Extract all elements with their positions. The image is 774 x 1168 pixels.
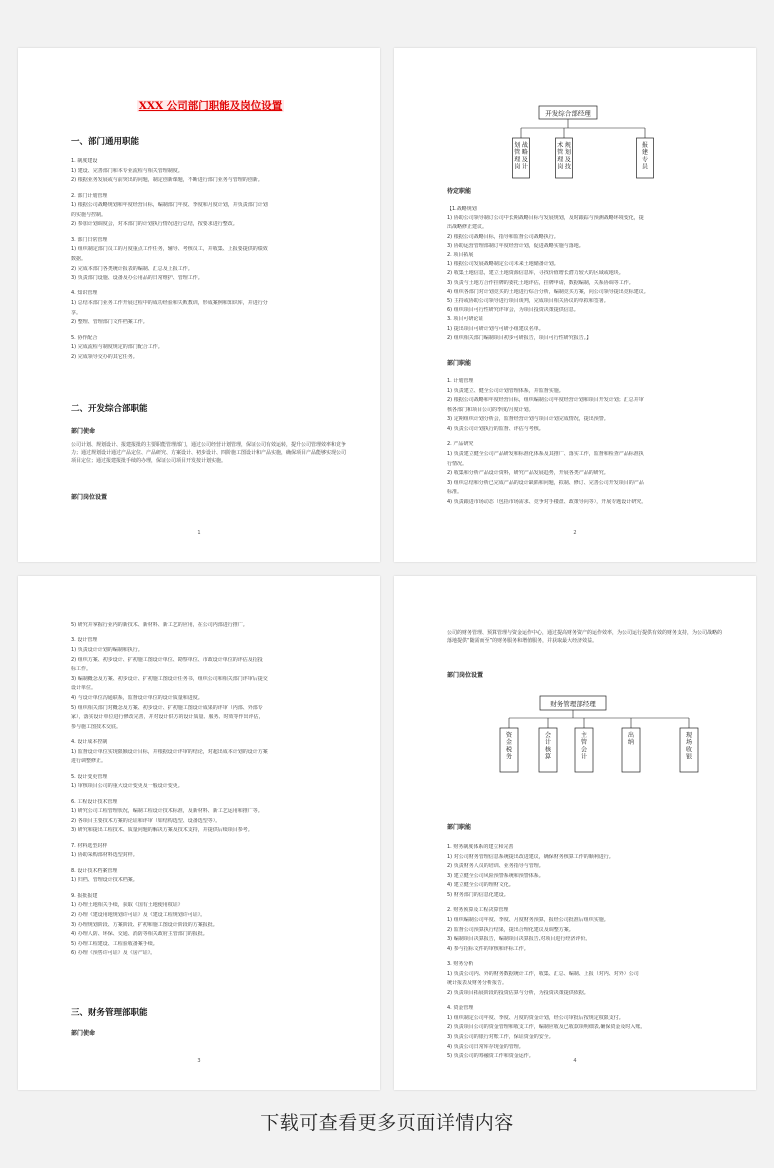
text-line: 4) 办理人防、环保、交通、消防等相关政府主管部门的报批。 xyxy=(71,931,208,938)
text-line: 2) 参加计划调度会，对本部门的计划执行情况进行总结，按要求进行整改。 xyxy=(71,221,238,228)
text-line: 2. 财务预算及工程决算管理 xyxy=(447,907,509,914)
text-line: 5) 组织相关部门对概念及方案、初步设计、扩初施工图设计成果的评审（内部、外部专 xyxy=(71,704,263,711)
text-line: 5) 办理工程建设、工程验收备案手续。 xyxy=(71,940,158,947)
text-line: 1) 负责公司内、外的财务数据统计工作，收集、汇总、编制、上报（对内、对外）公司 xyxy=(447,970,639,977)
text-line: 核各部门和项目公司的季度/月度计划。 xyxy=(447,406,534,413)
text-line: 2) 负责财务人员的培训、业务指导与管理。 xyxy=(447,863,544,870)
text-line: 4) 与设计单位沟通联系，监督设计单位的设计质量和进度。 xyxy=(71,694,203,701)
text-line: 3) 编制概念及方案、初步设计、扩初施工图设计任务书，组织公司和相关部门评审后提交 xyxy=(71,675,268,682)
org-node-label: 资金税务 xyxy=(505,732,513,761)
text-line: 家），落实设计单位进行修改完善，并对设计供方的设计质量、服务、时效等作出评估， xyxy=(71,714,264,721)
text-line: 1) 归档、管理设计技术档案。 xyxy=(71,877,138,884)
text-line: 1) 负责设计计划的编制和执行。 xyxy=(71,646,143,653)
text-line: 3) 负责与土地方合作挂牌的委托土地评估，挂牌申请，数据编制，关系协调等工作。 xyxy=(447,279,634,286)
text-line: 2) 负责项目拓展阶段的投资估算与分析，为投资决策提供依据。 xyxy=(447,989,589,996)
text-line: 2) 根据公司战略目标，指导和监督公司战略执行。 xyxy=(447,233,559,240)
text-line: 1) 研究公司工程管理状况，编制工程设计技术标准，及新材料、新工艺运用和推广等。 xyxy=(71,808,263,815)
text-line: 3) 编制项目决算报告，编制项目决算报告,对项目进行经济评价。 xyxy=(447,936,591,943)
text-line: 6. 工程设计技术管理 xyxy=(71,798,118,805)
post-label: 部门岗位设置 xyxy=(447,672,484,679)
text-line: 2. 部门计划管理 xyxy=(71,192,108,199)
mission-label: 部门使命 xyxy=(71,1030,96,1037)
text-line: 5) 研究并掌握行业内的新技术、新材料、新工艺的应用，在公司内部进行推广。 xyxy=(71,622,248,628)
text-line: 1) 组织制定部门员工的月度重点工作任务，辅导、考核员工，并收集、上报要提供的绩效 xyxy=(71,246,268,253)
document-page-1 xyxy=(18,48,380,562)
text-line: 行情况。 xyxy=(447,460,468,467)
text-line: 进行调整修正。 xyxy=(71,758,107,765)
text-line: 1) 审核项目公司的重大设计变更及一般设计变更。 xyxy=(71,783,183,790)
text-line: 的实施与控制。 xyxy=(71,211,107,218)
mission-label: 部门使命 xyxy=(71,428,96,435)
text-line: 4. 设计成本控制 xyxy=(71,739,108,746)
org-node-label: 战略及计划管理岗 xyxy=(514,142,528,171)
text-line: 2. 产品研究 xyxy=(447,441,474,448)
document-page-2 xyxy=(394,48,756,562)
text-line: 3. 部门日常管理 xyxy=(71,236,108,243)
text-line: 3) 办理规划阶段、方案阶段、扩初和施工图设计阶段的方案报批。 xyxy=(71,921,218,928)
download-caption[interactable]: 下载可查看更多页面详情内容 xyxy=(260,1112,514,1134)
text-line: 3) 负责公司的银行对账工作，保证资金的安全。 xyxy=(447,1034,554,1041)
text-line: 1) 提出项目可研计划与可研小组建议名单。 xyxy=(447,325,544,332)
text-line: 2) 组织相关部门编制项目初步可研报告，项目可行性研究报告。】 xyxy=(447,334,592,341)
text-line: 6) 组织项目可行性研究评审会，为项目投资决策提供信息。 xyxy=(447,307,579,314)
text-line: 1) 协助采购部材料选型封样。 xyxy=(71,852,138,859)
org-root-label: 开发综合部经理 xyxy=(545,109,591,118)
text-line: 2) 收集土地信息，建立土地资源信息库，寻找价值增长潜力较大的区域或地块。 xyxy=(447,270,624,277)
text-line: 2) 整理、管理部门文件档案工作。 xyxy=(71,319,148,326)
text-line: 2. 项目拓展 xyxy=(447,252,474,258)
text-line: 5) 财务部门的信息化建设。 xyxy=(447,892,509,898)
text-line: 2) 监督公司预算执行结果，提出合理化建议及调整方案。 xyxy=(447,926,574,933)
text-line: 8. 设计技术档案管理 xyxy=(71,867,118,874)
page-number: 2 xyxy=(573,530,577,536)
text-line: 5) 主持或协助公司领导进行项目谈判，完成项目相关协议的草拟和签署。 xyxy=(447,298,609,304)
text-line: 4) 组织各部门对计划竞买的土地进行综合分析，编制竞买方案，向公司领导提出竞标建议。 xyxy=(447,288,649,295)
text-line: 2) 完成本部门各类统计报表的编制、汇总及上报工作。 xyxy=(71,265,193,272)
mission-text: 公司计划、规划设计、报建报批的主要职能管理部门，通过公司经营计划管理，保证公司有效运转，提升公司管理效率和竞争力；通过规划设计通过产品定位、产品研究、方案设计、初步设计、四阶施工图设计和产品实施，确保项目产品能够实现公司项目定位；通过报建报批手续的办理，保证公司项目开发按计划实施。 xyxy=(71,442,347,464)
text-line: 3) 协助运营管理部制订年度经营计划，促进战略实施与落地。 xyxy=(447,242,584,249)
pending-duty-label: 待定职能 xyxy=(447,188,472,195)
text-line: 3) 负责部门设施、设备及办公用品的日常维护、管理工作。 xyxy=(71,275,203,282)
text-line: 1) 负责建立健全公司产品研发和标准化体系及其推广、落实工作，监督和检查产品标准执 xyxy=(447,450,644,457)
text-line: 4) 负责跟进市场动态（包括市场需求、竞争对手楼盘、政策导向等），开展专题设计研究。 xyxy=(447,498,647,505)
text-line: 标工作。 xyxy=(71,666,92,673)
section-heading-3: 三、财务管理部职能 xyxy=(71,1008,148,1018)
text-line: 9. 报批报建 xyxy=(71,892,98,899)
text-line: 1) 对公司财务管理信息系统提出改进建议，确保财务核算工作的顺利进行。 xyxy=(447,853,614,860)
text-line: 2) 收集和分析产品设计资料，研究产品发展趋势，开展各类产品的研究。 xyxy=(447,470,609,477)
text-line: 1) 组织编制公司年度、季度、月度财务预算，报经公司批准后组织实施。 xyxy=(447,916,609,923)
text-line: 2) 完成领导交办的其它任务。 xyxy=(71,353,138,360)
section-heading-1: 一、部门通用职能 xyxy=(71,137,140,147)
text-line: 4. 资金管理 xyxy=(447,1005,474,1012)
text-line: 4. 知识管理 xyxy=(71,290,98,297)
text-line: 出战略修正建议。 xyxy=(447,224,488,231)
text-line: 3. 财务分析 xyxy=(447,961,474,968)
text-line: 数据。 xyxy=(71,255,87,262)
document-title: XXX 公司部门职能及岗位设置 xyxy=(138,100,283,112)
text-line: 1) 办理土地相关手续，获取《国有土地使用权证》 xyxy=(71,902,183,909)
text-line: 设计单位。 xyxy=(71,685,97,692)
org-node-label: 出纳 xyxy=(627,732,635,747)
document-page-4 xyxy=(394,576,756,1090)
org-chart xyxy=(447,576,726,816)
text-line: 1) 负责建立、健全公司计划管理体系，并监督实施。 xyxy=(447,387,564,394)
text-line: 1) 根据公司发展战略制定公司未来土地储备计划。 xyxy=(447,261,559,268)
text-line: 4) 参与招标文件的审核和评标工作。 xyxy=(447,945,529,952)
page-number: 3 xyxy=(197,1058,201,1064)
text-line: 3. 项目可研论证 xyxy=(447,316,484,323)
text-line: 2) 组织方案、初步设计、扩初施工图设计单位、勘察单位、市政设计单位的评估及招投 xyxy=(71,656,263,663)
text-line: 3) 建立健全公司风险预警系统和预警体系。 xyxy=(447,872,544,879)
text-line: 1) 总结本部门业务工作开展过程中的成功经验和失败教训，形成案例和知识库，并进行分 xyxy=(71,300,268,307)
text-line: 参与施工图技术交底。 xyxy=(71,723,122,730)
text-line: 2) 办理《建设用地规划许可证》及《建设工程规划许可证》。 xyxy=(71,911,206,918)
text-line: 1) 监督设计单位实现限额设计目标，并根据设计评审的结论，对超出成本计划的设计方案 xyxy=(71,748,268,755)
org-node-label: 规划及技术管理岗 xyxy=(557,142,571,171)
duty-label: 部门职能 xyxy=(447,360,472,367)
org-node-label: 会计核算 xyxy=(544,732,552,761)
duty-label: 部门职能 xyxy=(447,824,472,831)
text-line: 5. 设计变更管理 xyxy=(71,773,108,780)
text-line: 4) 建立健全公司的理财文化。 xyxy=(447,882,514,889)
org-root-label: 财务管理部经理 xyxy=(550,700,596,708)
text-line: 2) 各项目主要技术方案的论证和评审（如结构选型、设备选型等）。 xyxy=(71,817,221,824)
text-line: 6) 办理《预售许可证》及《房产证》。 xyxy=(71,950,156,957)
section-heading-2: 二、开发综合部职能 xyxy=(71,404,148,414)
org-node-label: 主管会计 xyxy=(580,732,588,761)
text-line: 1) 完成流程与制度规定的部门配合工作。 xyxy=(71,344,163,351)
text-line: 5. 协作配合 xyxy=(71,334,98,341)
text-line: 3) 组织总结和分析已完成产品的设计缺陷和问题，拟制、修订、完善公司开发项目的产品 xyxy=(447,479,644,486)
page-number: 1 xyxy=(197,530,201,536)
text-line: 统计报表及财务分析报告。 xyxy=(447,980,508,987)
text-line: 1. 计划管理 xyxy=(447,378,474,384)
org-node-label: 现场收银 xyxy=(685,732,693,761)
page-number: 4 xyxy=(573,1058,577,1064)
text-line: 3) 研究和提出工程技术、质量问题的解决方案及技术支持，并提供后续项目参考。 xyxy=(71,827,253,834)
document-page-3 xyxy=(18,576,380,1090)
text-line: 1) 根据公司战略规划和年度经营目标，编制部门年度、季度和月度计划，并负责部门计划 xyxy=(71,202,268,209)
text-line: 1) 建设、完善部门和本专业流程与相关管理制度。 xyxy=(71,167,183,174)
mission-text: 公司的财务管理、预算管理与资金运作中心，通过提高财务资产的运作效率，为公司运行提供有效的财务支持，为公司战略的落地提供“随需而至”的财务服务和增值服务，并获取最大经济效益。 xyxy=(447,630,723,644)
post-label: 部门岗位设置 xyxy=(71,494,108,501)
text-line: 3. 设计管理 xyxy=(71,637,98,644)
text-line: 4) 负责公司计划执行的监督、评估与考核。 xyxy=(447,426,544,432)
text-line: 享。 xyxy=(71,309,82,316)
org-node-label: 报建专员 xyxy=(641,142,649,171)
text-line: 1) 协助公司领导制订公司中长期战略目标与发展规划，及时跟踪与预测战略环境变化，提 xyxy=(447,215,644,222)
text-line: 7. 材料选型封样 xyxy=(71,842,108,849)
text-line: 标准。 xyxy=(447,489,463,496)
text-line: 3) 定期组织计划分析会，监督经营计划与项目计划完成情况，提出预警。 xyxy=(447,416,609,423)
text-line: 1) 组织制定公司年度、季度、月度的资金计划，经公司审批后按规定权限支付。 xyxy=(447,1014,624,1021)
text-line: 2) 根据业务发展或与前突出的问题，制定创新课题，不断进行部门业务与管理的创新。 xyxy=(71,177,263,184)
org-chart xyxy=(447,48,726,188)
text-line: 1. 制度建设 xyxy=(71,158,98,164)
text-line: 【1.战略规划 xyxy=(447,206,477,212)
text-line: 5) 负责公司的筹融资工作和资金运作。 xyxy=(447,1053,534,1060)
text-line: 1. 财务制度体系的建立和完善 xyxy=(447,844,514,850)
text-line: 2) 根据公司战略和年度经营目标，组织编制公司年度经营计划和项目开发计划；汇总并审 xyxy=(447,397,644,404)
text-line: 4) 负责公司日常库存现金的管理。 xyxy=(447,1043,524,1050)
text-line: 2) 负责项目公司的资金管理和收支工作，编制应收及已收款项明细表,确保资金及时入账。 xyxy=(447,1024,646,1031)
